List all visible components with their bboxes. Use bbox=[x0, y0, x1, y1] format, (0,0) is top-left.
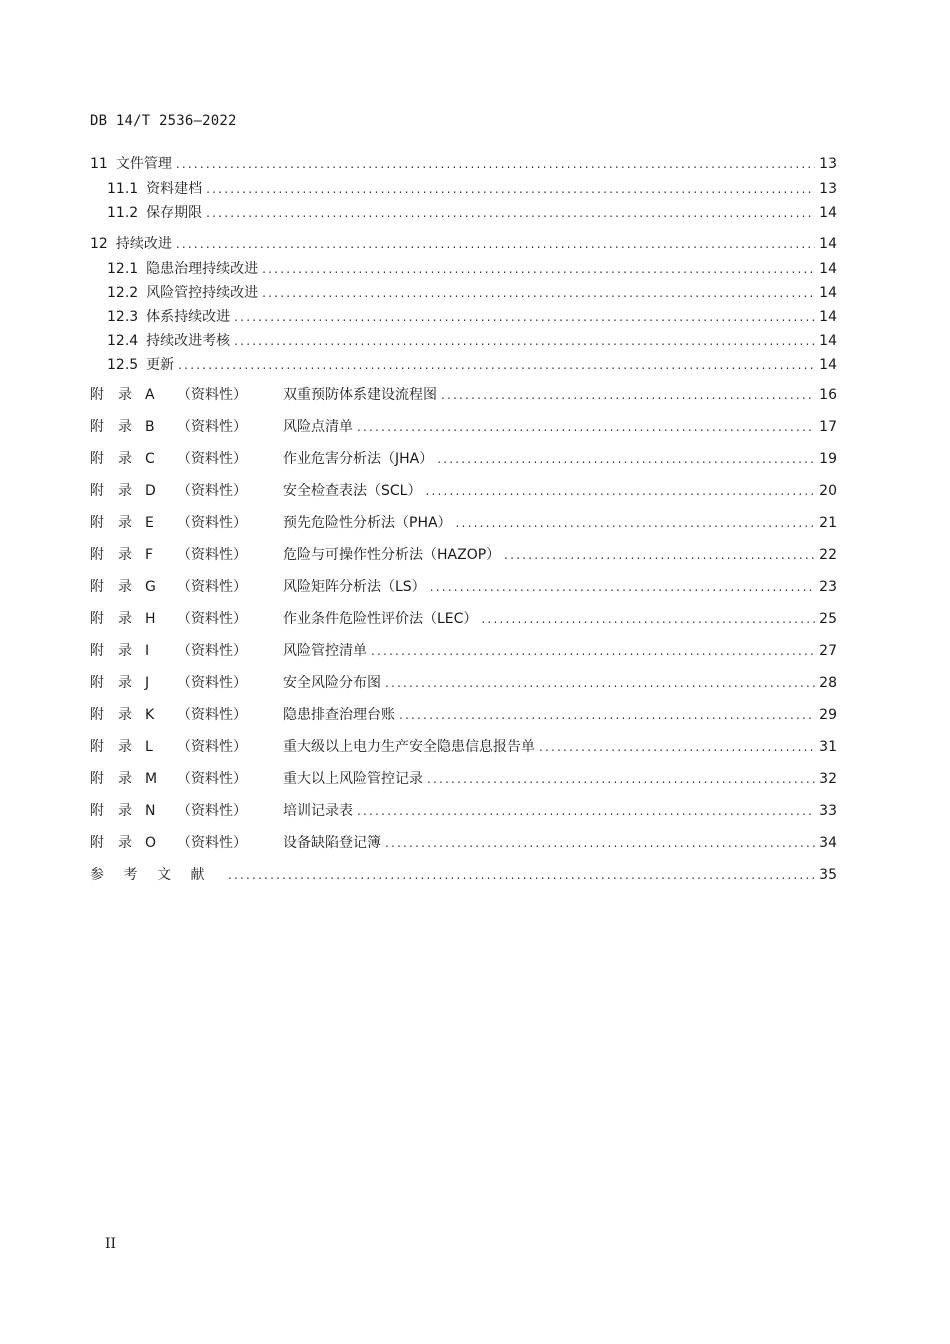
toc-entry-page: 28 bbox=[819, 675, 837, 691]
toc-entry-page: 19 bbox=[819, 451, 837, 467]
appendix-letter: H bbox=[145, 611, 156, 627]
appendix-letter: A bbox=[145, 387, 155, 403]
leader-dots bbox=[456, 513, 815, 533]
toc-entry-12-4[interactable] bbox=[90, 331, 837, 351]
toc-references[interactable] bbox=[90, 865, 837, 885]
toc-entry-title: 隐患治理持续改进 bbox=[146, 261, 259, 277]
leader-dots bbox=[357, 801, 815, 821]
leader-dots bbox=[385, 833, 815, 853]
appendix-type: （资料性） bbox=[177, 675, 247, 691]
appendix-title: 设备缺陷登记簿 bbox=[283, 835, 381, 851]
toc-appendix-o[interactable] bbox=[90, 833, 837, 853]
leader-dots bbox=[228, 865, 815, 885]
toc-entry-11-2[interactable] bbox=[90, 203, 837, 223]
toc-entry-title: 更新 bbox=[146, 357, 175, 373]
appendix-label: 附 录 bbox=[90, 483, 132, 499]
appendix-letter: M bbox=[145, 771, 158, 787]
toc-entry-page: 13 bbox=[819, 181, 837, 197]
toc-entry-page: 16 bbox=[819, 387, 837, 403]
appendix-letter: G bbox=[145, 579, 156, 595]
appendix-title: 作业条件危险性评价法（LEC） bbox=[283, 611, 478, 627]
toc-appendix-k[interactable] bbox=[90, 705, 837, 725]
toc-entry-page: 14 bbox=[819, 333, 837, 349]
appendix-title: 危险与可操作性分析法（HAZOP） bbox=[283, 547, 501, 563]
appendix-title: 双重预防体系建设流程图 bbox=[283, 387, 437, 403]
toc-entry-number: 11.1 bbox=[107, 181, 139, 197]
toc-entry-page: 14 bbox=[819, 309, 837, 325]
toc-entry-number: 12.3 bbox=[107, 309, 139, 325]
appendix-label: 附 录 bbox=[90, 547, 132, 563]
leader-dots bbox=[206, 203, 815, 223]
toc-entry-11[interactable] bbox=[90, 154, 837, 174]
toc-entry-12[interactable] bbox=[90, 234, 837, 254]
appendix-title: 安全检查表法（SCL） bbox=[283, 483, 422, 499]
toc-entry-number: 12 bbox=[90, 236, 108, 252]
toc-entry-title: 风险管控持续改进 bbox=[146, 285, 259, 301]
leader-dots bbox=[425, 481, 815, 501]
appendix-letter: B bbox=[145, 419, 155, 435]
appendix-letter: E bbox=[145, 515, 154, 531]
appendix-title: 培训记录表 bbox=[283, 803, 353, 819]
toc-entry-title: 文件管理 bbox=[115, 156, 172, 172]
appendix-letter: I bbox=[145, 643, 150, 659]
toc-entry-number: 12.4 bbox=[107, 333, 139, 349]
leader-dots bbox=[176, 234, 815, 254]
toc-appendix-e[interactable] bbox=[90, 513, 837, 533]
appendix-type: （资料性） bbox=[177, 483, 247, 499]
leader-dots bbox=[504, 545, 815, 565]
toc-entry-12-5[interactable] bbox=[90, 355, 837, 375]
leader-dots bbox=[399, 705, 815, 725]
toc-entry-page: 13 bbox=[819, 156, 837, 172]
leader-dots bbox=[539, 737, 815, 757]
leader-dots bbox=[385, 673, 815, 693]
toc-entry-page: 21 bbox=[819, 515, 837, 531]
toc-entry-number: 11.2 bbox=[107, 205, 139, 221]
appendix-title: 安全风险分布图 bbox=[283, 675, 381, 691]
toc-appendix-l[interactable] bbox=[90, 737, 837, 757]
toc-entry-number: 12.5 bbox=[107, 357, 139, 373]
appendix-letter: F bbox=[145, 547, 154, 563]
appendix-label: 附 录 bbox=[90, 835, 132, 851]
leader-dots bbox=[206, 179, 815, 199]
page-number: II bbox=[105, 1236, 117, 1252]
appendix-title: 重大级以上电力生产安全隐患信息报告单 bbox=[283, 739, 535, 755]
toc-entry-page: 22 bbox=[819, 547, 837, 563]
toc-appendix-b[interactable] bbox=[90, 417, 837, 437]
leader-dots bbox=[427, 769, 815, 789]
appendix-label: 附 录 bbox=[90, 579, 132, 595]
appendix-letter: D bbox=[145, 483, 156, 499]
appendix-letter: N bbox=[145, 803, 156, 819]
appendix-letter: J bbox=[145, 675, 150, 691]
appendix-letter: K bbox=[145, 707, 155, 723]
appendix-label: 附 录 bbox=[90, 739, 132, 755]
toc-appendix-j[interactable] bbox=[90, 673, 837, 693]
toc-entry-title: 持续改进 bbox=[115, 236, 172, 252]
appendix-title: 风险矩阵分析法（LS） bbox=[283, 579, 426, 595]
toc-entry-page: 29 bbox=[819, 707, 837, 723]
toc-entry-page: 14 bbox=[819, 261, 837, 277]
toc-entry-page: 31 bbox=[819, 739, 837, 755]
appendix-type: （资料性） bbox=[177, 803, 247, 819]
toc-entry-page: 14 bbox=[819, 285, 837, 301]
toc-entry-page: 27 bbox=[819, 643, 837, 659]
toc-appendix-a[interactable] bbox=[90, 385, 837, 405]
appendix-type: （资料性） bbox=[177, 739, 247, 755]
appendix-type: （资料性） bbox=[177, 643, 247, 659]
toc-entry-page: 34 bbox=[819, 835, 837, 851]
appendix-label: 附 录 bbox=[90, 419, 132, 435]
appendix-type: （资料性） bbox=[177, 515, 247, 531]
references-title: 参考文献 bbox=[90, 867, 224, 883]
appendix-title: 风险点清单 bbox=[283, 419, 353, 435]
appendix-label: 附 录 bbox=[90, 675, 132, 691]
toc-entry-page: 25 bbox=[819, 611, 837, 627]
toc-entry-12-3[interactable] bbox=[90, 307, 837, 327]
appendix-title: 预先危险性分析法（PHA） bbox=[283, 515, 452, 531]
appendix-type: （资料性） bbox=[177, 835, 247, 851]
toc-entry-page: 20 bbox=[819, 483, 837, 499]
toc-appendix-h[interactable] bbox=[90, 609, 837, 629]
appendix-type: （资料性） bbox=[177, 771, 247, 787]
leader-dots bbox=[176, 154, 815, 174]
appendix-label: 附 录 bbox=[90, 451, 132, 467]
appendix-letter: O bbox=[145, 835, 157, 851]
toc-appendix-g[interactable] bbox=[90, 577, 837, 597]
document-id-header: DB 14/T 2536—2022 bbox=[90, 113, 237, 129]
appendix-title: 重大以上风险管控记录 bbox=[283, 771, 423, 787]
toc-entry-title: 保存期限 bbox=[146, 205, 203, 221]
appendix-label: 附 录 bbox=[90, 707, 132, 723]
appendix-type: （资料性） bbox=[177, 611, 247, 627]
toc-entry-page: 32 bbox=[819, 771, 837, 787]
leader-dots bbox=[441, 385, 815, 405]
appendix-label: 附 录 bbox=[90, 771, 132, 787]
appendix-type: （资料性） bbox=[177, 579, 247, 595]
leader-dots bbox=[234, 307, 815, 327]
toc-entry-page: 35 bbox=[819, 867, 837, 883]
toc-entry-number: 12.1 bbox=[107, 261, 139, 277]
leader-dots bbox=[371, 641, 815, 661]
toc-appendix-i[interactable] bbox=[90, 641, 837, 661]
toc-entry-12-1[interactable] bbox=[90, 259, 837, 279]
appendix-type: （资料性） bbox=[177, 547, 247, 563]
leader-dots bbox=[178, 355, 815, 375]
toc-entry-page: 17 bbox=[819, 419, 837, 435]
toc-entry-11-1[interactable] bbox=[90, 179, 837, 199]
appendix-letter: L bbox=[145, 739, 153, 755]
toc-entry-title: 资料建档 bbox=[146, 181, 203, 197]
leader-dots bbox=[437, 449, 815, 469]
toc-entry-number: 12.2 bbox=[107, 285, 139, 301]
toc-appendix-n[interactable] bbox=[90, 801, 837, 821]
leader-dots bbox=[262, 283, 815, 303]
toc-entry-page: 14 bbox=[819, 357, 837, 373]
toc-appendix-m[interactable] bbox=[90, 769, 837, 789]
leader-dots bbox=[357, 417, 815, 437]
appendix-type: （资料性） bbox=[177, 707, 247, 723]
leader-dots bbox=[430, 577, 815, 597]
toc-appendix-d[interactable] bbox=[90, 481, 837, 501]
leader-dots bbox=[234, 331, 815, 351]
leader-dots bbox=[262, 259, 815, 279]
appendix-letter: C bbox=[145, 451, 155, 467]
leader-dots bbox=[481, 609, 815, 629]
toc-entry-page: 33 bbox=[819, 803, 837, 819]
appendix-type: （资料性） bbox=[177, 387, 247, 403]
appendix-label: 附 录 bbox=[90, 643, 132, 659]
toc-entry-12-2[interactable] bbox=[90, 283, 837, 303]
appendix-label: 附 录 bbox=[90, 515, 132, 531]
toc-entry-title: 体系持续改进 bbox=[146, 309, 231, 325]
appendix-label: 附 录 bbox=[90, 387, 132, 403]
toc-entry-page: 14 bbox=[819, 236, 837, 252]
toc-entry-number: 11 bbox=[90, 156, 108, 172]
toc-appendix-f[interactable] bbox=[90, 545, 837, 565]
appendix-label: 附 录 bbox=[90, 611, 132, 627]
appendix-title: 风险管控清单 bbox=[283, 643, 367, 659]
toc-entry-page: 14 bbox=[819, 205, 837, 221]
appendix-type: （资料性） bbox=[177, 419, 247, 435]
toc-appendix-c[interactable] bbox=[90, 449, 837, 469]
toc-entry-title: 持续改进考核 bbox=[146, 333, 231, 349]
appendix-type: （资料性） bbox=[177, 451, 247, 467]
toc-entry-page: 23 bbox=[819, 579, 837, 595]
appendix-title: 作业危害分析法（JHA） bbox=[283, 451, 434, 467]
appendix-label: 附 录 bbox=[90, 803, 132, 819]
appendix-title: 隐患排查治理台账 bbox=[283, 707, 395, 723]
